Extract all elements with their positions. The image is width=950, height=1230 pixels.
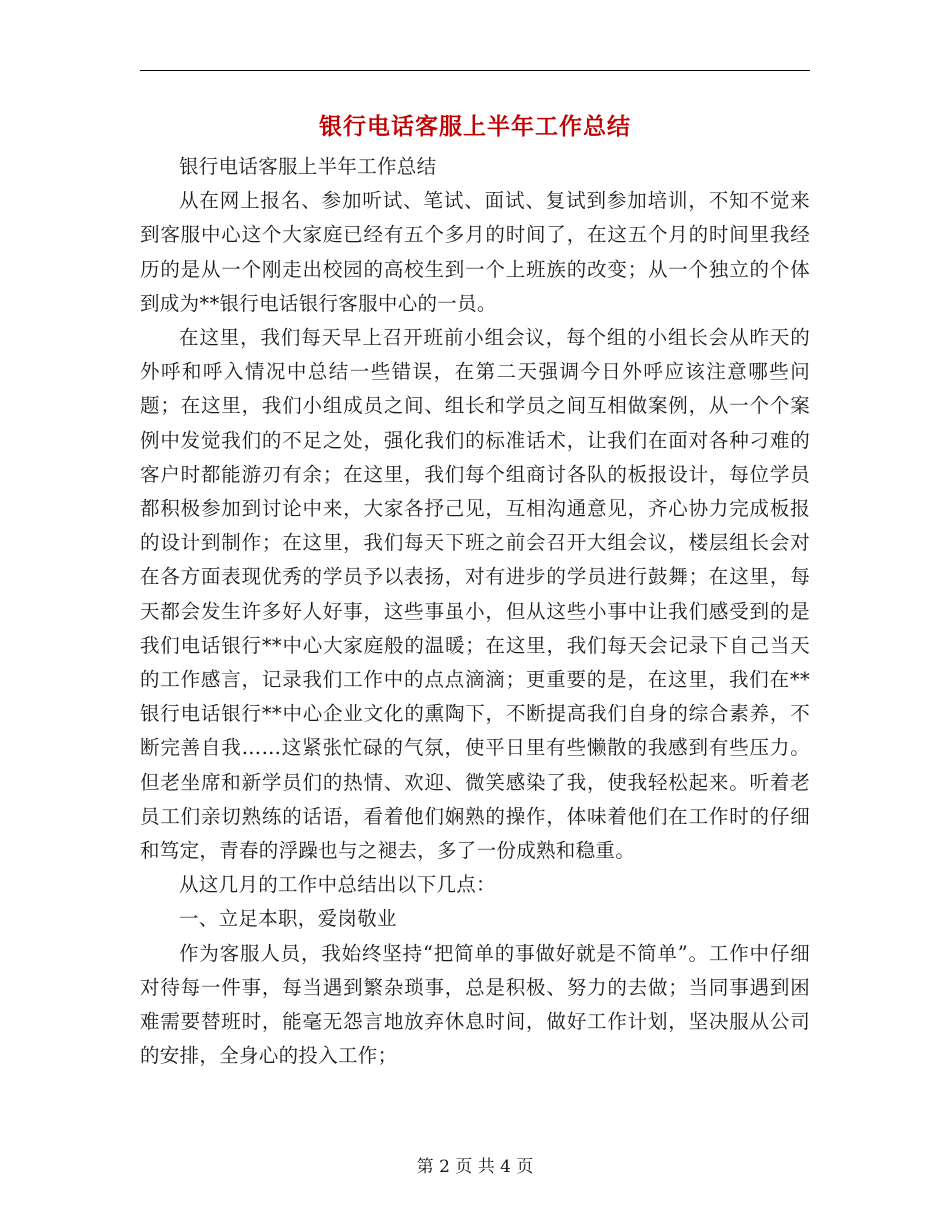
header-rule (140, 70, 810, 71)
document-title: 银行电话客服上半年工作总结 (319, 114, 631, 140)
paragraph: 作为客服人员，我始终坚持“把简单的事做好就是不简单”。工作中仔细对待每一件事，每当遇到繁杂琐事，总是积极、努力的去做；当同事遇到困难需要替班时，能毫无怨言地放弃休息时间，做好工作计划，坚决服从公司的安排，全身心的投入工作； (140, 941, 810, 1068)
paragraph: 从这几月的工作中总结出以下几点： (179, 873, 496, 897)
paragraph: 在这里，我们每天早上召开班前小组会议，每个组的小组长会从昨天的外呼和呼入情况中总结一些错误，在第二天强调今日外呼应该注意哪些问题；在这里，我们小组成员之间、组长和学员之间互相做案例，从一个个案例中发觉我们的不足之处，强化我们的标准话术，让我们在面对各种刁难的客户时都能游刃有余；在这里，我们每个组商讨各队的板报设计，每位学员都积极参加到讨论中来，大家各抒己见，互相沟通意见，齐心协力完成板报的设计到制作；在这里，我们每天下班之前会召开大组会议，楼层组长会对在各方面表现优秀的学员予以表扬，对有进步的学员进行鼓舞；在这里，每天都会发生许多好人好事，这些事虽小，但从这些小事中让我们感受到的是我们电话银行**中心大家庭般的温暖；在这里，我们每天会记录下自己当天的工作感言，记录我们工作中的点点滴滴；更重要的是，在这里，我们在**银行电话银行**中心企业文化的熏陶下，不断提高我们自身的综合素养，不断完善自我……这紧张忙碌的气氛，使平日里有些懒散的我感到有些压力。但老坐席和新学员们的热情、欢迎、微笑感染了我，使我轻松起来。听着老员工们亲切熟练的话语，看着他们娴熟的操作，体味着他们在工作时的仔细和笃定，青春的浮躁也与之褪去，多了一份成熟和稳重。 (140, 326, 810, 863)
paragraph: 银行电话客服上半年工作总结 (179, 155, 437, 178)
paragraph: 从在网上报名、参加听试、笔试、面试、复试到参加培训，不知不觉来到客服中心这个大家庭已经有五个多月的时间了，在这五个月的时间里我经历的是从一个刚走出校园的高校生到一个上班族的改变；从一个独立的个体到成为**银行电话银行客服中心的一员。 (140, 189, 810, 315)
page-footer (0, 1152, 950, 1177)
page-number-label: 第 2 页 共 4 页 (416, 1157, 534, 1177)
document-body (140, 150, 810, 1073)
paragraph: 一、立足本职，爱岗敬业 (179, 907, 397, 931)
